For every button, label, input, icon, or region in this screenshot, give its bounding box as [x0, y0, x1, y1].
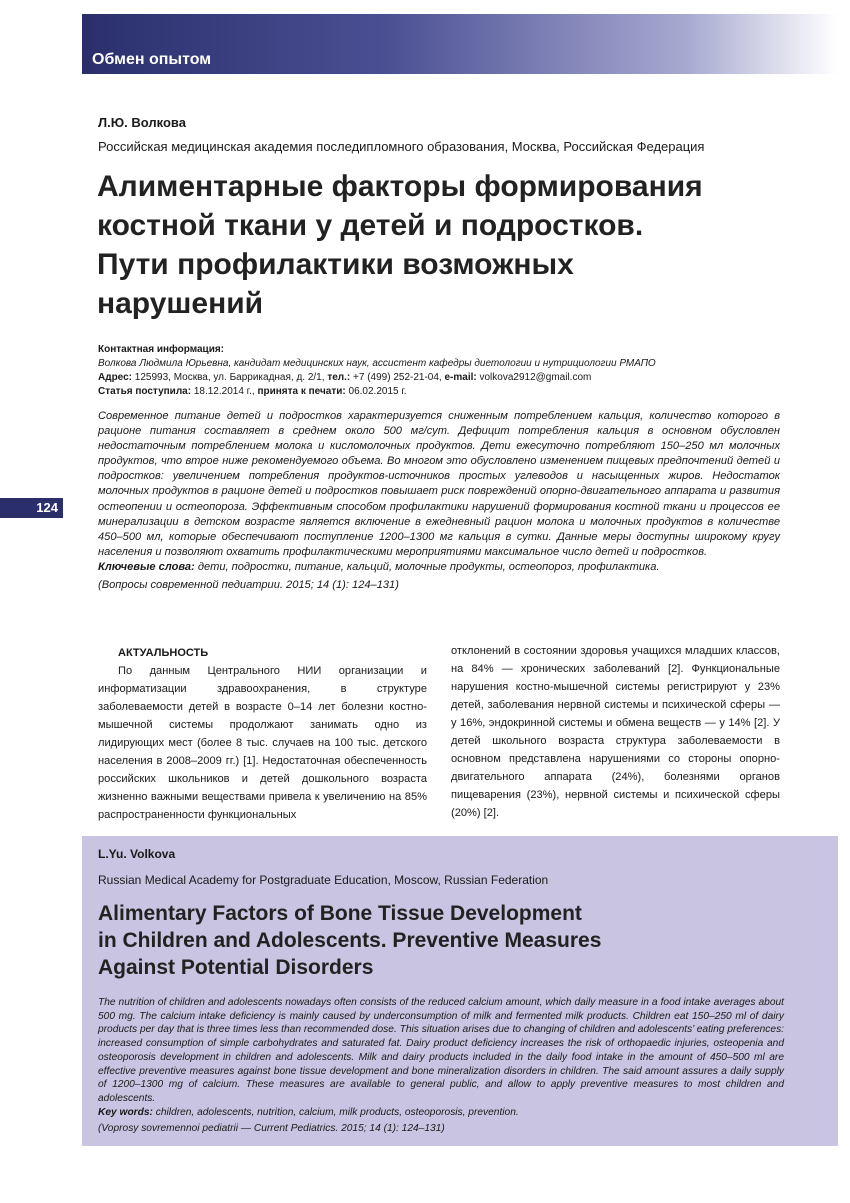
citation-ru: (Вопросы современной педиатрии. 2015; 14 (1): 124–131): [98, 579, 399, 592]
contact-person: Волкова Людмила Юрьевна, кандидат медицинских наук, ассистент кафедры диетологии и нутрициологии РМАПО: [98, 358, 656, 369]
english-title-line: Alimentary Factors of Bone Tissue Development: [98, 902, 582, 925]
keywords-en: [98, 1106, 784, 1120]
title-line: костной ткани у детей и подростков.: [97, 209, 644, 242]
abstract-en: [98, 996, 784, 1136]
contact-info: [98, 343, 656, 399]
accepted-date: 06.02.2015 г.: [345, 386, 407, 397]
english-title: [98, 900, 718, 981]
page-number-badge: [0, 498, 63, 518]
address-value: 125993, Москва, ул. Баррикадная, д. 2/1,: [132, 372, 328, 383]
section-heading: АКТУАЛЬНОСТЬ: [118, 647, 209, 659]
abstract-text: Современное питание детей и подростков характеризуется сниженным потреблением кальция, количество которого в рационе питания составляет в среднем около 500 мг/сут. Дефицит потребления кальция в основном обусловлен недостаточным потреблением молока и кисломолочных продуктов. Дети ежесуточно потребляют 150–250 мл молочных продуктов, что втрое ниже рекомендуемого объема. Во многом это обусловлено изменением пищевых предпочтений детей и подростков: увеличением потребления продуктов-источников простых углеводов и насыщенных жиров. Недостаток молочных продуктов в рационе детей и подростков повышает риск повреждений опорно-двигательного аппарата и развития остеопении и остеопороза. Эффективным способом профилактики нарушений формирования костной ткани и процессов ее минерализации в детском возрасте является включение в ежедневный рацион молока и молочных продуктов в количестве 450–500 мл, которые обеспечивают поступление 1200–1300 мг кальция в сутки. Данные меры доступны широкому кругу населения и позволяют охватить профилактическими мероприятиями максимальное число детей и подростков.: [98, 410, 780, 558]
author-affiliation: Российская медицинская академия последипломного образования, Москва, Российская Федерация: [98, 139, 705, 154]
contact-heading: Контактная информация:: [98, 344, 225, 355]
english-keywords-value: children, adolescents, nutrition, calcium, milk products, osteoporosis, prevention.: [152, 1106, 519, 1118]
english-author: L.Yu. Volkova: [98, 847, 176, 861]
phone-value: +7 (499) 252-21-04,: [350, 372, 445, 383]
title-line: Алиментарные факторы формирования: [97, 170, 703, 203]
english-title-line: in Children and Adolescents. Preventive Measures: [98, 929, 602, 952]
phone-label: тел.:: [327, 372, 351, 383]
keywords-value: дети, подростки, питание, кальций, молочные продукты, остеопороз, профилактика.: [194, 560, 660, 573]
body-column-1: [98, 644, 427, 824]
abstract-ru: [98, 409, 780, 593]
address-label: Адрес:: [98, 372, 132, 383]
article-title: [97, 167, 797, 323]
email-value: volkova2912@gmail.com: [476, 372, 592, 383]
citation-en: (Voprosy sovremennoi pediatrii — Current Pediatrics. 2015; 14 (1): 124–131): [98, 1123, 445, 1135]
body-column-2: [451, 642, 780, 822]
english-abstract-text: The nutrition of children and adolescents nowadays often consists of the reduced calcium amount, which daily measure in a food intake averages about 500 mg. The calcium intake deficiency is mainly caused by underconsumption of milk and fermented milk products. Children eat 150–250 ml of dairy products per day that is three times less than recommended dose. This situation arises due to changing of children and adolescents’ eating preferences: increased consumption of simple carbohydrates and saturated fat. Dairy product deficiency increases the risk of orthopaedic injuries, osteopenia and osteoporosis development in children and adolescents. Milk and dairy products included in the daily food intake in the amount of 450–500 ml are effective preventive measures against bone tissue development and bone mineralization disorders in children. The said amount assures a daily supply of 1200–1300 mg of calcium. These measures are available to general public, and allow to apply preventive measures to most children and adolescents.: [98, 997, 784, 1104]
page-number: 124: [36, 500, 58, 515]
author-name: Л.Ю. Волкова: [98, 115, 186, 130]
keywords-label: Ключевые слова:: [98, 560, 195, 573]
section-title: Обмен опытом: [92, 51, 212, 68]
english-title-line: Against Potential Disorders: [98, 956, 374, 979]
english-keywords-label: Key words:: [98, 1106, 153, 1118]
body-paragraph: отклонений в состоянии здоровья учащихся младших классов, на 84% — хронических заболеваний [2]. Функциональные нарушения костно-мышечной системы регистрируют у 23% детей, заболевания нервной системы и психической сферы — у 16%, эндокринной системы и обмена веществ — у 14% [2]. У детей школьного возраста структура заболеваемости в основном представлена нарушениями со стороны опорно-двигательного аппарата (24%), болезнями органов пищеварения (23%), нервной системы и психической сферы (20%) [2].: [451, 645, 780, 819]
body-paragraph: По данным Центрального НИИ организации и информатизации здравоохранения, в структуре заболеваемости детей в возрасте 0–14 лет болезни костно-мышечной системы продолжают занимать одно из лидирующих мест (более 8 тыс. случаев на 100 тыс. детского населения в 2008–2009 гг.) [1]. Недостаточная обеспеченность российских школьников и детей дошкольного возраста жизненно важными веществами привела к увеличению на 85% распространенности функциональных: [98, 665, 427, 821]
title-line: Пути профилактики возможных: [97, 248, 574, 281]
keywords-ru: [98, 560, 780, 575]
section-header-band: [82, 14, 838, 74]
english-affiliation: Russian Medical Academy for Postgraduate Education, Moscow, Russian Federation: [98, 873, 549, 887]
received-label: Статья поступила:: [98, 386, 192, 397]
email-label: e-mail:: [444, 372, 477, 383]
accepted-label: принята к печати:: [257, 386, 346, 397]
received-date: 18.12.2014 г.,: [191, 386, 258, 397]
title-line: нарушений: [97, 287, 264, 320]
